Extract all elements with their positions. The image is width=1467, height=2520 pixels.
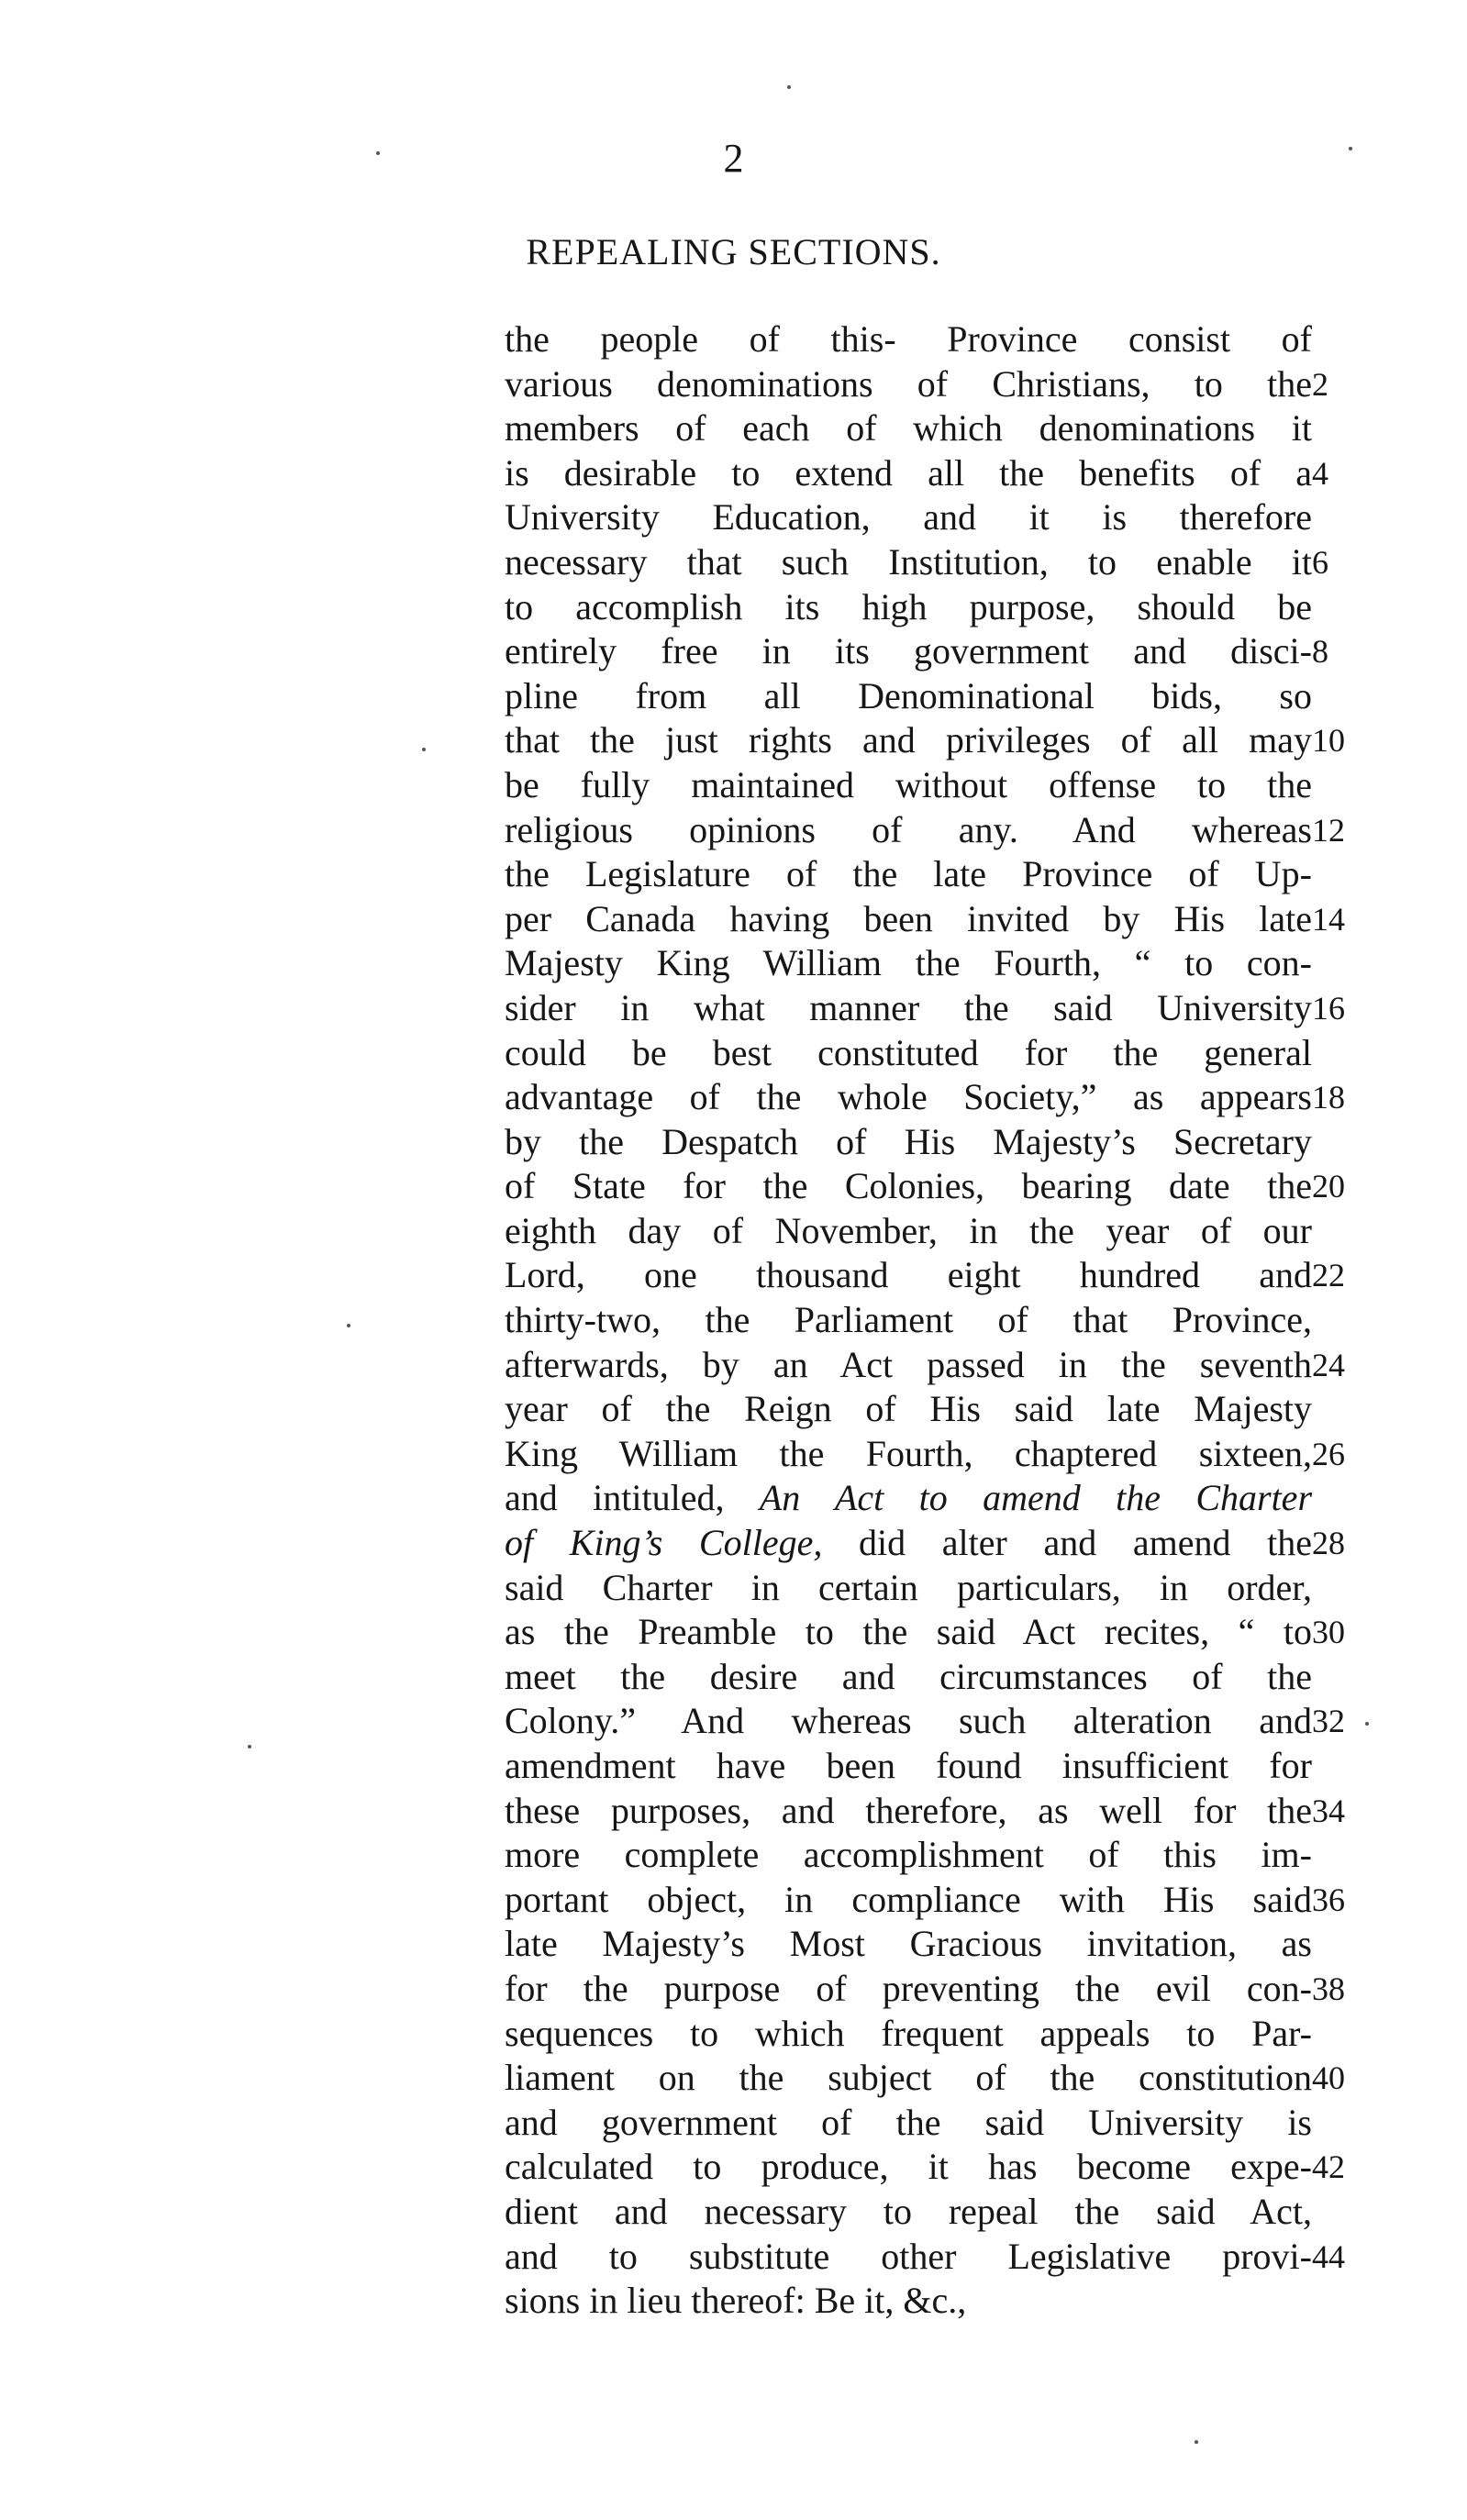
line-text-segment: Majesty King William the Fourth, “ to con- bbox=[505, 942, 1312, 984]
line-text bbox=[505, 1521, 1312, 1566]
text-line bbox=[505, 2101, 1349, 2146]
line-text bbox=[505, 540, 1312, 585]
line-text-segment: liament on the subject of the constitution bbox=[505, 2057, 1312, 2099]
line-text bbox=[505, 1164, 1312, 1209]
line-text-segment: various denominations of Christians, to the bbox=[505, 362, 1312, 405]
line-number: 32 bbox=[1312, 1703, 1345, 1740]
line-text-segment: and intituled, bbox=[505, 1477, 725, 1519]
text-line bbox=[505, 986, 1349, 1031]
text-line bbox=[505, 1833, 1349, 1878]
text-line bbox=[505, 1878, 1349, 1923]
line-number: 8 bbox=[1312, 633, 1328, 671]
line-text bbox=[505, 1343, 1312, 1388]
line-text bbox=[505, 2190, 1312, 2235]
line-number: 34 bbox=[1312, 1792, 1345, 1829]
line-text-segment: could be best constituted for the general bbox=[505, 1031, 1312, 1073]
text-line bbox=[505, 2190, 1349, 2235]
text-line bbox=[505, 1253, 1349, 1298]
line-text-segment: these purposes, and therefore, as well for the bbox=[505, 1789, 1312, 1831]
line-text-segment: amendment have been found insufficient for bbox=[505, 1745, 1312, 1786]
text-line bbox=[505, 1075, 1349, 1120]
line-text bbox=[505, 763, 1312, 808]
line-text-segment: members of each of which denominations it bbox=[505, 407, 1312, 450]
text-line bbox=[505, 1209, 1349, 1254]
line-text bbox=[505, 2145, 1312, 2190]
line-text bbox=[505, 2279, 1312, 2324]
line-text-segment: religious opinions of any. And whereas bbox=[505, 808, 1312, 850]
line-text-segment: and to substitute other Legislative provi- bbox=[505, 2235, 1312, 2277]
line-text-segment: sequences to which frequent appeals to Par- bbox=[505, 2012, 1312, 2054]
text-line bbox=[505, 1610, 1349, 1655]
line-text bbox=[505, 1476, 1312, 1521]
line-text-segment: portant object, in compliance with His said bbox=[505, 1878, 1312, 1920]
line-text bbox=[505, 1387, 1312, 1432]
line-number: 36 bbox=[1312, 1881, 1345, 1918]
text-line bbox=[505, 1744, 1349, 1789]
text-line bbox=[505, 808, 1349, 853]
text-line bbox=[505, 941, 1349, 986]
line-text bbox=[505, 1744, 1312, 1789]
text-line bbox=[505, 1967, 1349, 2012]
line-text bbox=[505, 1699, 1312, 1744]
line-text bbox=[505, 451, 1312, 496]
line-text bbox=[505, 1432, 1312, 1477]
line-text bbox=[505, 1209, 1312, 1254]
line-text bbox=[505, 406, 1312, 451]
text-line bbox=[505, 1699, 1349, 1744]
line-text-segment: sider in what manner the said University bbox=[505, 986, 1312, 1028]
line-number: 10 bbox=[1312, 722, 1345, 760]
text-line bbox=[505, 451, 1349, 496]
line-text-segment: calculated to produce, it has become expe- bbox=[505, 2146, 1312, 2188]
text-line bbox=[505, 2235, 1349, 2280]
text-line bbox=[505, 362, 1349, 407]
line-text bbox=[505, 1833, 1312, 1878]
line-text bbox=[505, 2101, 1312, 2146]
scan-speck bbox=[347, 1324, 350, 1327]
line-text-segment: said Charter in certain particulars, in order, bbox=[505, 1566, 1312, 1608]
scan-speck bbox=[422, 748, 426, 751]
text-line bbox=[505, 763, 1349, 808]
line-text bbox=[505, 1967, 1312, 2012]
line-number: 28 bbox=[1312, 1525, 1345, 1562]
text-line bbox=[505, 1521, 1349, 1566]
line-text-segment: as the Preamble to the said Act recites, “ to bbox=[505, 1611, 1312, 1653]
page-number: 2 bbox=[723, 136, 744, 181]
line-text-segment: eighth day of November, in the year of our bbox=[505, 1209, 1312, 1251]
line-text bbox=[505, 2056, 1312, 2101]
line-number: 40 bbox=[1312, 2059, 1345, 2097]
text-line bbox=[505, 1655, 1349, 1700]
text-line bbox=[505, 629, 1349, 674]
text-line bbox=[505, 2056, 1349, 2101]
line-text-segment: the people of this- Province consist of bbox=[505, 318, 1312, 360]
text-line bbox=[505, 317, 1349, 362]
line-text bbox=[505, 852, 1312, 897]
line-number: 16 bbox=[1312, 989, 1345, 1027]
line-text bbox=[505, 1120, 1312, 1165]
line-text bbox=[505, 1922, 1312, 1967]
scan-speck bbox=[376, 151, 380, 155]
line-text bbox=[505, 495, 1312, 540]
body-text bbox=[505, 317, 1349, 2324]
line-text bbox=[505, 941, 1312, 986]
line-text-segment: afterwards, by an Act passed in the seventh bbox=[505, 1343, 1312, 1385]
line-number: 38 bbox=[1312, 1970, 1345, 2007]
line-text bbox=[505, 317, 1312, 362]
text-line bbox=[505, 495, 1349, 540]
line-text bbox=[505, 1253, 1312, 1298]
text-line bbox=[505, 540, 1349, 585]
text-line bbox=[505, 1387, 1349, 1432]
line-number: 4 bbox=[1312, 454, 1328, 492]
line-text-segment: the Legislature of the late Province of Up- bbox=[505, 853, 1312, 895]
line-text-segment: pline from all Denominational bids, so bbox=[505, 674, 1312, 716]
line-text-segment: be fully maintained without offense to the bbox=[505, 763, 1312, 805]
text-line bbox=[505, 897, 1349, 942]
line-number: 26 bbox=[1312, 1435, 1345, 1472]
line-text bbox=[505, 1566, 1312, 1611]
line-text-segment: to accomplish its high purpose, should be bbox=[505, 585, 1312, 627]
italic-title-text: of King’s College, bbox=[505, 1522, 823, 1564]
text-line bbox=[505, 1031, 1349, 1076]
line-text-segment: King William the Fourth, chaptered sixteen, bbox=[505, 1432, 1312, 1474]
scan-speck bbox=[1365, 1722, 1369, 1726]
line-number: 30 bbox=[1312, 1614, 1345, 1651]
line-text bbox=[505, 1655, 1312, 1700]
line-text bbox=[505, 2012, 1312, 2057]
line-text bbox=[505, 718, 1312, 763]
text-line bbox=[505, 1120, 1349, 1165]
text-line bbox=[505, 674, 1349, 719]
text-line bbox=[505, 1298, 1349, 1343]
text-line bbox=[505, 2145, 1349, 2190]
line-text-segment: Lord, one thousand eight hundred and bbox=[505, 1254, 1312, 1296]
line-text-segment: is desirable to extend all the benefits of a bbox=[505, 451, 1312, 494]
text-line bbox=[505, 406, 1349, 451]
text-line bbox=[505, 1343, 1349, 1388]
text-line bbox=[505, 2012, 1349, 2057]
line-text-segment: of State for the Colonies, bearing date the bbox=[505, 1165, 1312, 1207]
line-text bbox=[505, 808, 1312, 853]
line-text bbox=[505, 1789, 1312, 1834]
line-text-segment: year of the Reign of His said late Majesty bbox=[505, 1388, 1312, 1430]
line-text bbox=[505, 1878, 1312, 1923]
line-number: 6 bbox=[1312, 543, 1328, 581]
line-text bbox=[505, 1298, 1312, 1343]
text-line bbox=[505, 718, 1349, 763]
line-text-segment: dient and necessary to repeal the said Act, bbox=[505, 2190, 1312, 2232]
line-text-segment: University Education, and it is therefore bbox=[505, 496, 1312, 538]
line-text-segment: thirty-two, the Parliament of that Province, bbox=[505, 1299, 1312, 1341]
line-number: 12 bbox=[1312, 811, 1345, 849]
text-line bbox=[505, 852, 1349, 897]
scan-speck bbox=[787, 85, 791, 89]
line-number: 14 bbox=[1312, 900, 1345, 938]
line-number: 22 bbox=[1312, 1257, 1345, 1294]
line-number: 44 bbox=[1312, 2237, 1345, 2275]
line-text bbox=[505, 674, 1312, 719]
line-text bbox=[505, 585, 1312, 630]
line-text bbox=[505, 1075, 1312, 1120]
line-text-segment: late Majesty’s Most Gracious invitation, as bbox=[505, 1923, 1312, 1965]
line-text-segment: did alter and amend the bbox=[859, 1522, 1312, 1564]
line-number: 24 bbox=[1312, 1346, 1345, 1383]
line-text-segment: necessary that such Institution, to enable it bbox=[505, 540, 1312, 583]
line-text-segment: that the just rights and privileges of all may bbox=[505, 719, 1312, 761]
text-line bbox=[505, 1476, 1349, 1521]
line-text-segment: sions in lieu thereof: Be it, &c., bbox=[505, 2280, 967, 2322]
text-line bbox=[505, 2279, 1349, 2324]
text-line bbox=[505, 1789, 1349, 1834]
line-number: 20 bbox=[1312, 1168, 1345, 1205]
line-text bbox=[505, 2235, 1312, 2280]
line-number: 2 bbox=[1312, 365, 1328, 403]
text-line bbox=[505, 1164, 1349, 1209]
line-text-segment: more complete accomplishment of this im- bbox=[505, 1834, 1312, 1876]
line-text-segment: and government of the said University is bbox=[505, 2101, 1312, 2143]
line-text-segment: entirely free in its government and disci- bbox=[505, 630, 1312, 672]
line-text-segment: per Canada having been invited by His late bbox=[505, 897, 1312, 939]
scan-speck bbox=[248, 1745, 251, 1748]
section-heading: REPEALING SECTIONS. bbox=[526, 231, 941, 272]
line-text bbox=[505, 986, 1312, 1031]
text-line bbox=[505, 1922, 1349, 1967]
line-text-segment: by the Despatch of His Majesty’s Secretary bbox=[505, 1120, 1312, 1162]
line-number: 42 bbox=[1312, 2148, 1345, 2186]
scan-speck bbox=[1195, 2440, 1198, 2444]
line-text-segment: advantage of the whole Society,” as appears bbox=[505, 1076, 1312, 1118]
line-text bbox=[505, 1610, 1312, 1655]
line-text-segment: Colony.” And whereas such alteration and bbox=[505, 1700, 1312, 1742]
line-text-segment: for the purpose of preventing the evil con- bbox=[505, 1967, 1312, 2009]
text-line bbox=[505, 585, 1349, 630]
line-text-segment: meet the desire and circumstances of the bbox=[505, 1655, 1312, 1697]
text-line bbox=[505, 1432, 1349, 1477]
line-text bbox=[505, 1031, 1312, 1076]
line-number: 18 bbox=[1312, 1079, 1345, 1116]
line-text bbox=[505, 362, 1312, 407]
text-line bbox=[505, 1566, 1349, 1611]
italic-title-text: An Act to amend the Charter bbox=[759, 1477, 1312, 1519]
line-text bbox=[505, 629, 1312, 674]
line-text bbox=[505, 897, 1312, 942]
scan-speck bbox=[1349, 147, 1352, 150]
